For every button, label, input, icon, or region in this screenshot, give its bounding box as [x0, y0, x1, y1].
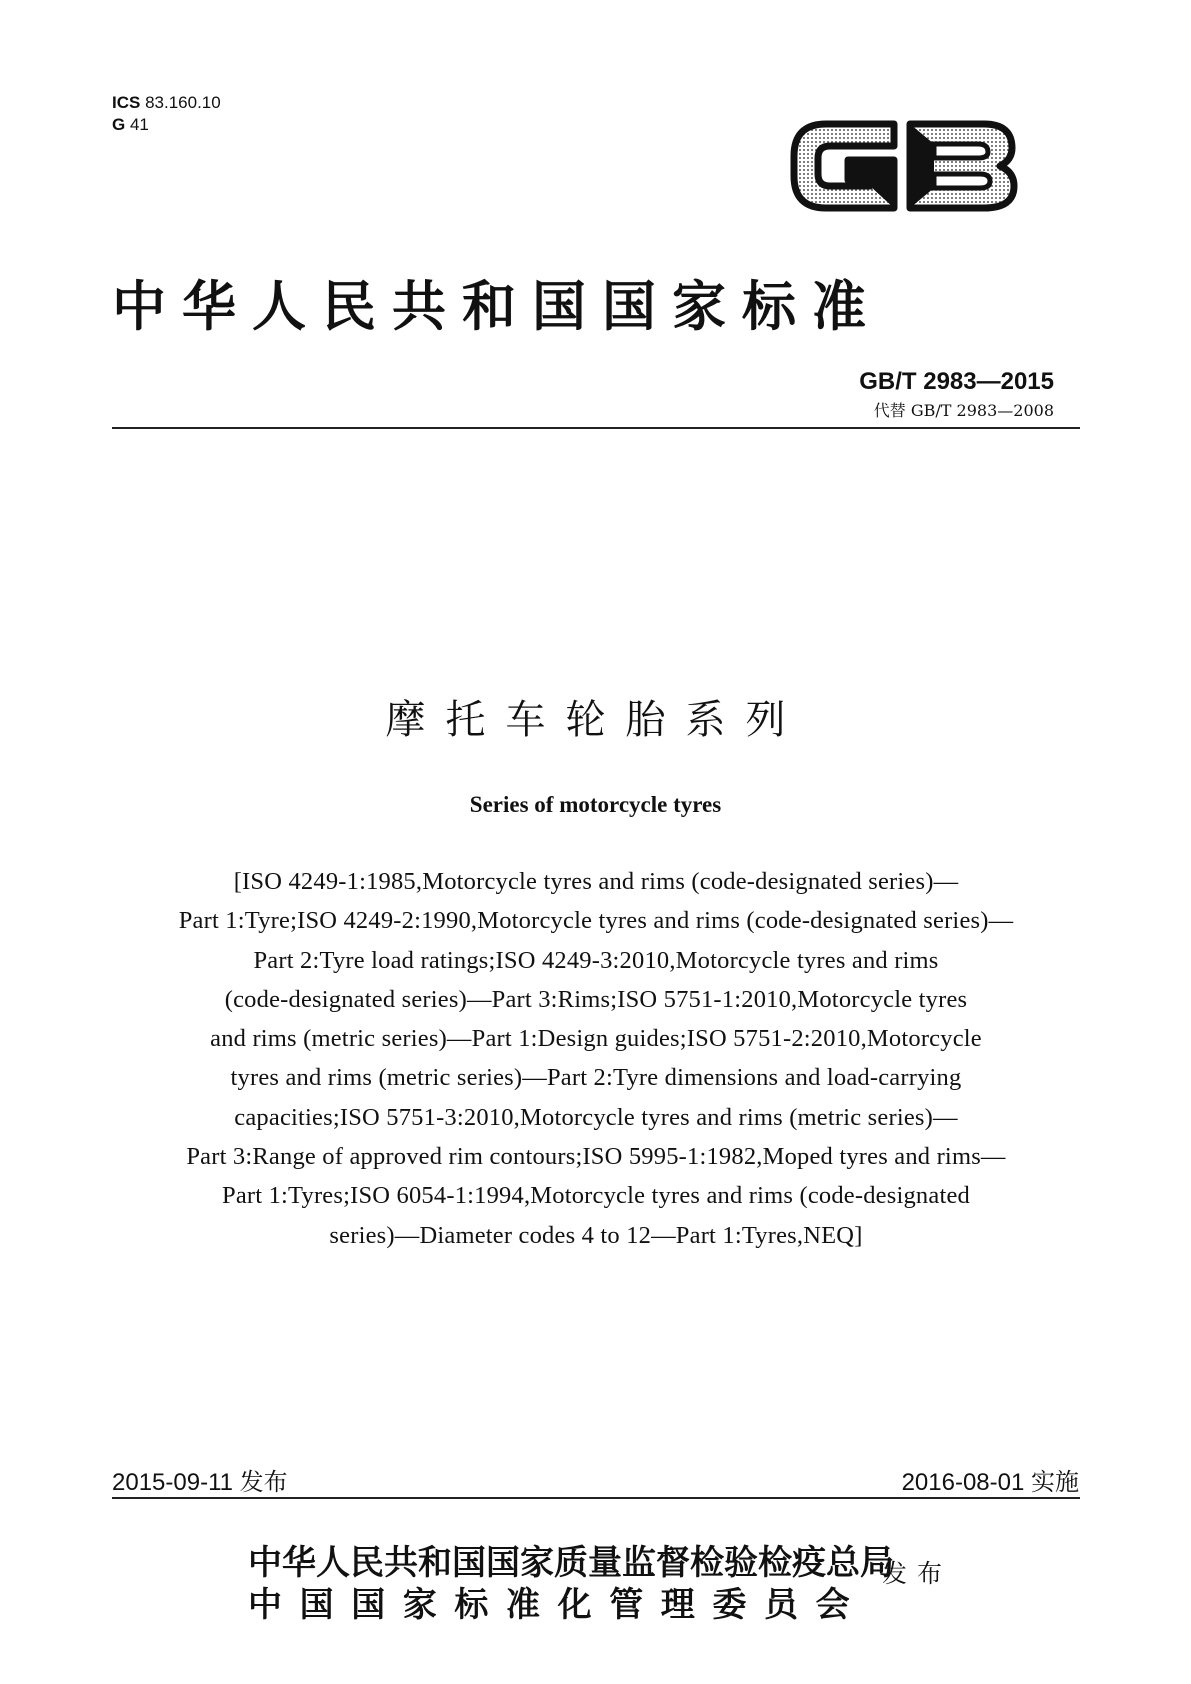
- reference-line: Part 1:Tyres;ISO 6054-1:1994,Motorcycle tyres and rims (code-designated: [222, 1182, 970, 1210]
- ccs-label: G: [112, 115, 126, 134]
- ccs-line: [112, 114, 221, 136]
- reference-line: tyres and rims (metric series)—Part 2:Tyre dimensions and load-carrying: [230, 1064, 962, 1092]
- reference-line: Part 3:Range of approved rim contours;ISO 5995-1:1982,Moped tyres and rims—: [186, 1143, 1006, 1171]
- gb-logo-icon: [786, 104, 1022, 228]
- publish-label: 发布: [882, 1559, 953, 1588]
- issuer-line-2: 中国国家标准化管理委员会: [248, 1585, 868, 1625]
- classification-codes: [112, 92, 221, 136]
- ics-line: [112, 92, 221, 114]
- reference-line: capacities;ISO 5751-3:2010,Motorcycle tyres and rims (metric series)—: [234, 1103, 958, 1131]
- document-title-en: Series of motorcycle tyres: [469, 792, 722, 817]
- ics-code: 83.160.10: [145, 93, 221, 112]
- issuer-line-1: 中华人民共和国国家质量监督检验检疫总局: [248, 1543, 894, 1583]
- referenced-standards: [112, 862, 1080, 1255]
- reference-line: series)—Diameter codes 4 to 12—Part 1:Tyres,NEQ]: [329, 1221, 863, 1249]
- reference-line: Part 2:Tyre load ratings;ISO 4249-3:2010,Motorcycle tyres and rims: [253, 946, 939, 974]
- standard-number-block: [859, 368, 1054, 421]
- replaced-standard: 代替 GB/T 2983—2008: [873, 401, 1054, 420]
- reference-line: Part 1:Tyre;ISO 4249-2:1990,Motorcycle tyres and rims (code-designated series)—: [178, 907, 1014, 935]
- footer-divider: [112, 1497, 1080, 1499]
- ics-label: ICS: [112, 93, 141, 112]
- issue-date: 2015-09-11 发布: [112, 1469, 288, 1496]
- ccs-code: 41: [129, 115, 149, 134]
- reference-line: [ISO 4249-1:1985,Motorcycle tyres and rims (code-designated series)—: [233, 868, 959, 895]
- standard-number: GB/T 2983—2015: [859, 368, 1054, 395]
- reference-line: (code-designated series)—Part 3:Rims;ISO 5751-1:2010,Motorcycle tyres: [224, 985, 968, 1013]
- header-divider: [112, 427, 1080, 429]
- implementation-date: 2016-08-01 实施: [901, 1469, 1079, 1496]
- reference-line: and rims (metric series)—Part 1:Design guides;ISO 5751-2:2010,Motorcycle: [210, 1025, 982, 1053]
- document-title-cn: 摩托车轮胎系列: [385, 697, 806, 743]
- national-standard-title: 中华人民共和国国家标准: [112, 275, 882, 338]
- issuing-organizations: [248, 1542, 894, 1626]
